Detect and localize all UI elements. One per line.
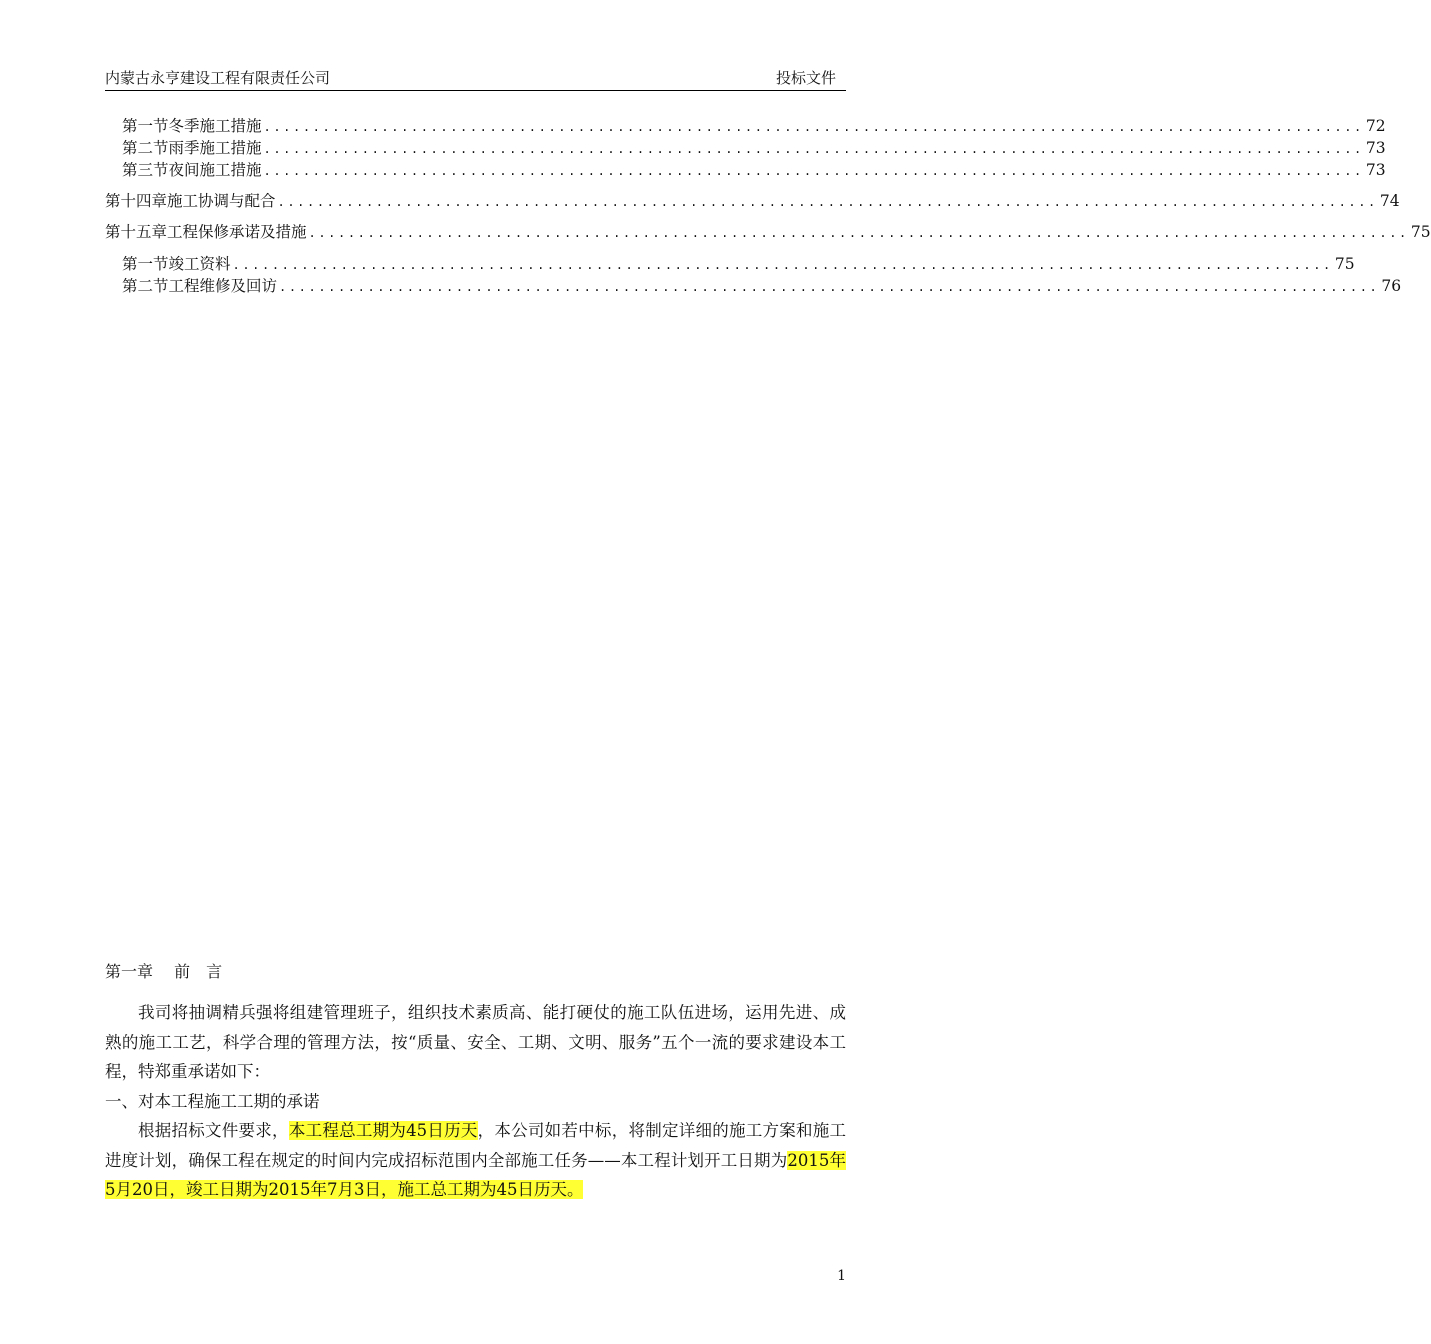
company-name: 内蒙古永亨建设工程有限责任公司 (105, 69, 331, 87)
toc-page-number: 74 (1379, 192, 1400, 210)
toc-leader: ................................................................................................................ (277, 195, 1378, 209)
toc-page-number: 75 (1334, 255, 1355, 273)
toc-page-number: 73 (1365, 139, 1386, 157)
toc-title: 工程维修及回访 (168, 277, 278, 295)
highlighted-text: 本工程总工期为45日历天 (288, 1121, 478, 1140)
chapter-title: 第一章 前 言 (105, 962, 223, 981)
toc-title: 夜间施工措施 (168, 161, 262, 179)
toc-page-number: 75 (1410, 223, 1431, 241)
toc-leader: ................................................................................................................ (232, 258, 1333, 272)
toc-entry[interactable] (122, 275, 1402, 297)
toc-label: 第十五章 (105, 223, 168, 241)
toc-label: 第十四章 (105, 192, 168, 210)
toc-entry[interactable] (122, 159, 1386, 181)
toc-title: 雨季施工措施 (168, 139, 262, 157)
toc-entry[interactable] (122, 253, 1355, 275)
document-type: 投标文件 (775, 69, 836, 87)
toc-title: 冬季施工措施 (168, 117, 262, 135)
toc-page-number: 72 (1365, 117, 1386, 135)
toc-leader: ................................................................................................................ (308, 226, 1409, 240)
toc-title: 施工协调与配合 (167, 192, 276, 210)
toc-label: 第二节 (122, 277, 169, 295)
page-number: 1 (837, 1268, 846, 1284)
schedule-paragraph (105, 1116, 846, 1205)
toc-label: 第二节 (122, 139, 169, 157)
section-heading: 一、对本工程施工工期的承诺 (105, 1092, 320, 1111)
toc-label: 第一节 (122, 255, 169, 273)
toc-entry[interactable] (122, 137, 1386, 159)
toc-page-number: 76 (1381, 277, 1402, 295)
toc-title: 工程保修承诺及措施 (167, 223, 307, 241)
highlighted-text: 2015年5月20日，竣工日期为2015年7月3日，施工总工期为45日历天。 (105, 1150, 846, 1199)
toc-entry[interactable] (105, 190, 1400, 212)
toc-leader: ................................................................................................................ (279, 280, 1380, 294)
toc-entry[interactable] (122, 115, 1386, 137)
paragraph-text: 根据招标文件要求， (138, 1121, 289, 1140)
page-header (105, 68, 846, 91)
toc-page-number: 73 (1365, 161, 1386, 179)
toc-leader: ................................................................................................................ (263, 142, 1364, 156)
toc-label: 第一节 (122, 117, 169, 135)
toc-label: 第三节 (122, 161, 169, 179)
toc-title: 竣工资料 (168, 255, 231, 273)
intro-paragraph: 我司将抽调精兵强将组建管理班子，组织技术素质高、能打硬仗的施工队伍进场，运用先进、成熟的施工工艺，科学合理的管理方法，按“质量、安全、工期、文明、服务”五个一流的要求建设本工程，特郑重承诺如下： (105, 1003, 846, 1081)
toc-entry[interactable] (105, 221, 1431, 243)
toc-leader: ................................................................................................................ (263, 120, 1364, 134)
toc-leader: ................................................................................................................ (263, 164, 1364, 178)
paragraph-text: ，本公司如若中标，将制定详细的施工方案和施工进度计划，确保工程在规定的时间内完成招标范围内全部施工任务——本工程计划开工日期为 (105, 1121, 847, 1170)
